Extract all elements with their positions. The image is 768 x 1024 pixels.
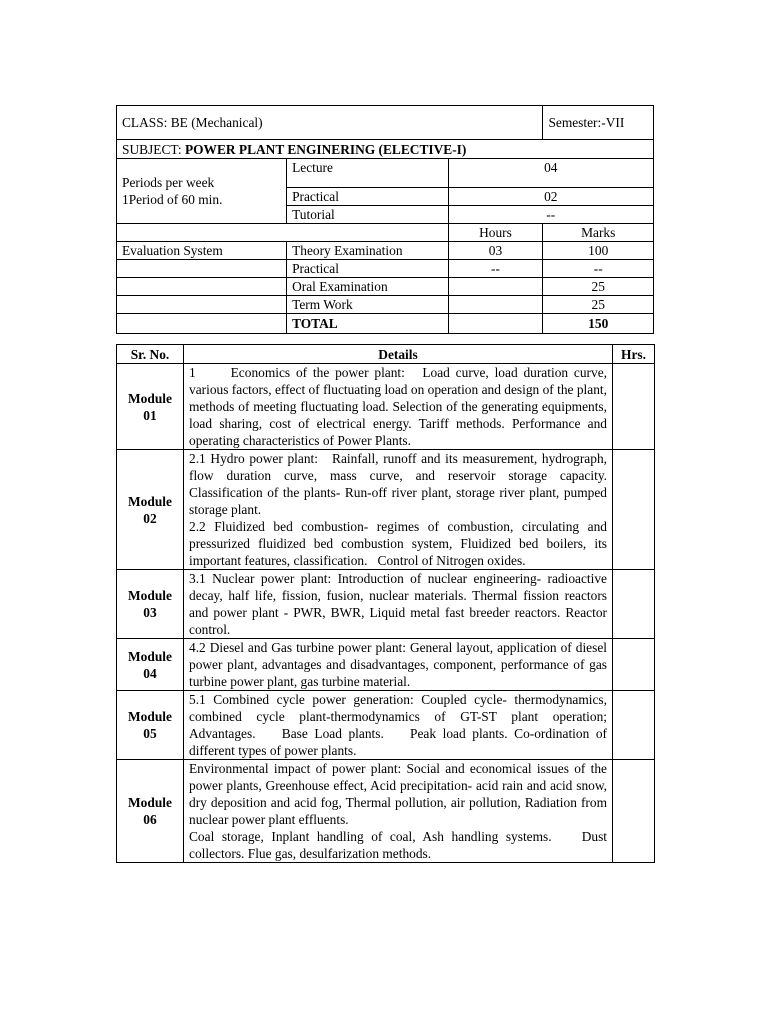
module-hours <box>613 570 655 639</box>
module-hours <box>613 450 655 570</box>
detail-paragraph: Environmental impact of power plant: Social and economical issues of the power plants, Greenhouse effect, Acid precipitation- acid rain and acid snow, dry deposition and acid fog, Thermal pollution, air pollution, Radiation from nuclear power plant effluents. <box>189 761 607 827</box>
module-label <box>117 639 184 691</box>
empty-cell <box>117 314 287 334</box>
empty-cell <box>117 278 287 296</box>
col-details-header: Details <box>184 345 613 364</box>
module-word: Module <box>128 709 172 724</box>
module-label <box>117 760 184 863</box>
detail-paragraph: 4.2 Diesel and Gas turbine power plant: General layout, application of diesel power plant, advantages and disadvantages, component, performance of gas turbine power plant, gas turbine material. <box>189 640 607 689</box>
tutorial-label: Tutorial <box>287 206 448 224</box>
tutorial-value: -- <box>448 206 653 224</box>
module-details <box>184 450 613 570</box>
detail-paragraph: 3.1 Nuclear power plant: Introduction of nuclear engineering- radioactive decay, half life, fission, fusion, nuclear materials. Thermal fission reactors and power plant - PWR, BWR, Liquid metal fast breeder reactors. Reactor control. <box>189 571 607 637</box>
module-row <box>117 450 655 570</box>
module-hours <box>613 639 655 691</box>
eval-marks: 25 <box>543 296 654 314</box>
total-label: TOTAL <box>287 314 448 334</box>
syllabus-table <box>116 344 655 863</box>
eval-marks: 25 <box>543 278 654 296</box>
module-label <box>117 691 184 760</box>
module-number: 06 <box>143 812 157 827</box>
module-row <box>117 364 655 450</box>
empty-cell <box>117 224 449 242</box>
module-label <box>117 570 184 639</box>
module-details <box>184 691 613 760</box>
module-number: 04 <box>143 665 157 681</box>
module-number: 05 <box>143 726 157 741</box>
practical-label: Practical <box>287 188 448 206</box>
detail-paragraph: 2.2 Fluidized bed combustion- regimes of combustion, circulating and pressurized fluidized bed combustion system, Fluidized bed boilers, its important features, classification. Control of Nitrogen oxides. <box>189 519 607 568</box>
semester-cell: Semester:-VII <box>543 106 654 140</box>
total-hours <box>448 314 543 334</box>
module-word: Module <box>128 493 172 509</box>
module-hours <box>613 760 655 863</box>
module-row <box>117 760 655 863</box>
module-details <box>184 639 613 691</box>
eval-marks: -- <box>543 260 654 278</box>
module-details <box>184 364 613 450</box>
class-cell: CLASS: BE (Mechanical) <box>117 106 543 140</box>
eval-hours <box>448 296 543 314</box>
module-hours <box>613 691 655 760</box>
periods-line-1: Periods per week <box>122 175 215 190</box>
eval-name: Term Work <box>287 296 448 314</box>
col-srno-header: Sr. No. <box>117 345 184 364</box>
lecture-value: 04 <box>448 159 653 188</box>
module-row <box>117 691 655 760</box>
marks-header: Marks <box>543 224 654 242</box>
module-number: 01 <box>143 407 157 423</box>
total-marks: 150 <box>543 314 654 334</box>
eval-name: Oral Examination <box>287 278 448 296</box>
module-word: Module <box>128 390 172 406</box>
col-hrs-header: Hrs. <box>613 345 655 364</box>
module-row <box>117 639 655 691</box>
module-label <box>117 364 184 450</box>
subject-name: POWER PLANT ENGINERING (ELECTIVE-I) <box>184 141 467 157</box>
detail-paragraph: 2.1 Hydro power plant: Rainfall, runoff and its measurement, hydrograph, flow duration curve, mass curve, and reservoir storage capacity. Classification of the plants- Run-off river plant, storage river plant, pumped storage plant. <box>189 451 607 517</box>
evaluation-label: Evaluation System <box>117 242 287 260</box>
eval-name: Practical <box>287 260 448 278</box>
empty-cell <box>117 260 287 278</box>
module-word: Module <box>128 795 172 810</box>
eval-marks: 100 <box>543 242 654 260</box>
detail-paragraph: 5.1 Combined cycle power generation: Coupled cycle- thermodynamics, combined cycle plant-thermodynamics of GT-ST plant operation; Advantages. Base Load plants. Peak load plants. Co-ordination of different types of power plants. <box>189 692 607 758</box>
periods-line-2: 1Period of 60 min. <box>122 192 223 207</box>
eval-hours: 03 <box>448 242 543 260</box>
subject-prefix: SUBJECT: <box>122 141 185 157</box>
module-details <box>184 570 613 639</box>
lecture-label: Lecture <box>287 159 448 188</box>
module-number: 03 <box>143 605 157 620</box>
detail-paragraph: 1 Economics of the power plant: Load curve, load duration curve, various factors, effect of fluctuating load on operation and design of the plant, methods of meeting fluctuating load. Selection of the generating equipments, load sharing, cost of electrical energy. Tariff methods. Performance and operating characteristics of Power Plants. <box>189 365 611 448</box>
hours-header: Hours <box>448 224 543 242</box>
module-word: Module <box>128 588 172 603</box>
module-row <box>117 570 655 639</box>
eval-hours <box>448 278 543 296</box>
eval-hours: -- <box>448 260 543 278</box>
module-number: 02 <box>143 510 157 526</box>
course-info-table <box>116 105 654 334</box>
practical-value: 02 <box>448 188 653 206</box>
module-word: Module <box>128 648 172 664</box>
subject-cell <box>117 140 654 159</box>
module-details <box>184 760 613 863</box>
empty-cell <box>117 296 287 314</box>
periods-cell <box>117 159 287 224</box>
module-hours <box>613 364 655 450</box>
eval-name: Theory Examination <box>287 242 448 260</box>
module-label <box>117 450 184 570</box>
detail-paragraph: Coal storage, Inplant handling of coal, Ash handling systems. Dust collectors. Flue gas, desulfarization methods. <box>189 829 607 861</box>
